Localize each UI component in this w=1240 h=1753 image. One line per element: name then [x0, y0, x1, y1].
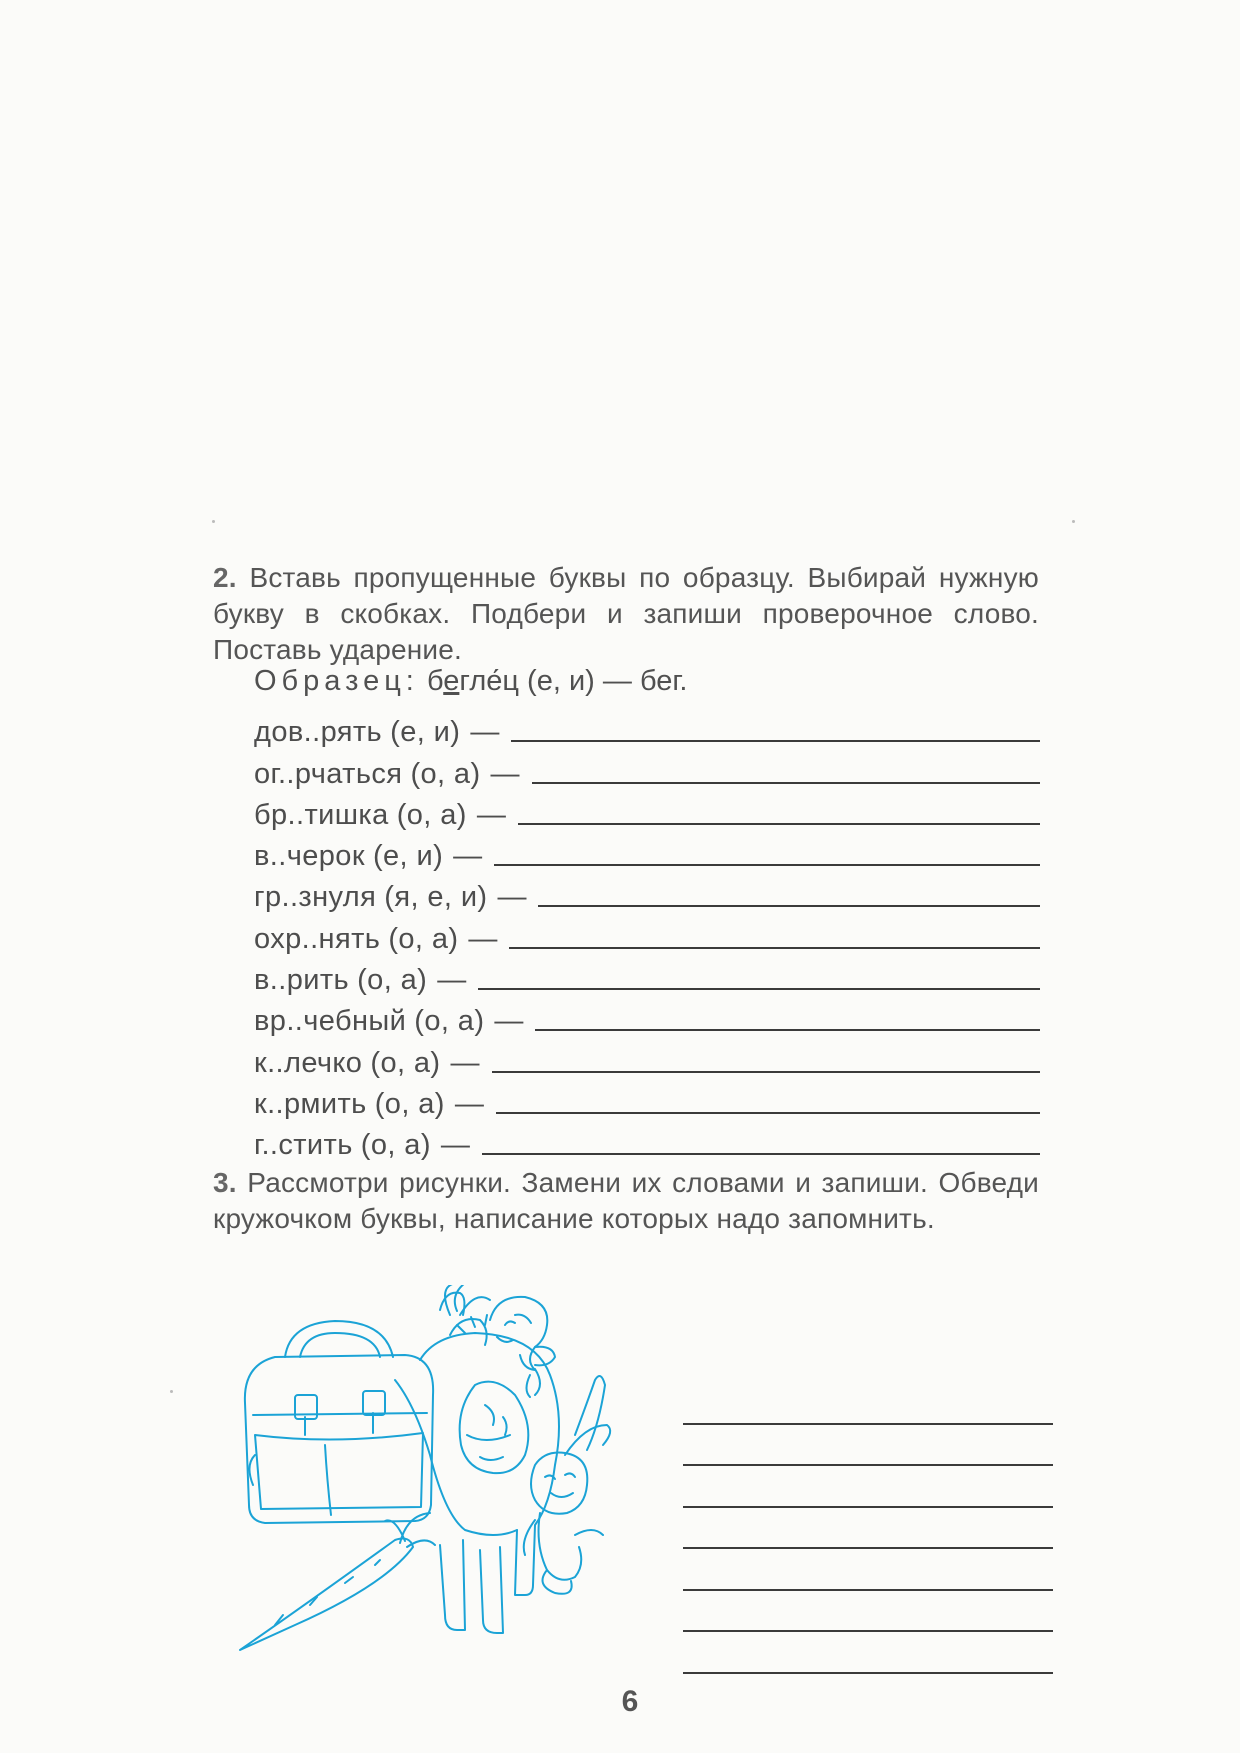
answer-line[interactable] — [683, 1466, 1053, 1508]
task-3-text: Рассмотри рисунки. Замени их словами и запиши. Обведи кружочком буквы, написание которых надо запомнить. — [213, 1167, 1040, 1234]
exercise-word: в..черок — [254, 840, 365, 873]
exercise-dash: — — [494, 1005, 524, 1038]
school-backpack-animals-illustration — [235, 1285, 675, 1655]
answer-line[interactable] — [683, 1632, 1053, 1674]
sample-choices: (е, и) — [527, 665, 595, 697]
scan-speck — [1072, 520, 1075, 523]
sample-label: Образец: — [254, 665, 419, 697]
exercise-choices: (о, а) — [396, 798, 467, 831]
exercise-row — [254, 708, 1040, 749]
answer-line[interactable] — [683, 1591, 1053, 1633]
exercise-rows — [254, 708, 1040, 1162]
exercise-row — [254, 832, 1040, 873]
exercise-word: бр..тишка — [254, 798, 389, 831]
answer-line[interactable] — [683, 1425, 1053, 1467]
task-2-number: 2. — [213, 562, 237, 593]
sample-line — [254, 665, 687, 698]
exercise-dash: — — [470, 716, 500, 749]
exercise-word: охр..нять — [254, 922, 381, 955]
answer-line[interactable] — [683, 1508, 1053, 1550]
exercise-row — [254, 1121, 1040, 1162]
sample-highlight-letter: е — [443, 665, 460, 697]
exercise-row — [254, 956, 1040, 997]
exercise-choices: (о, а) — [357, 964, 428, 997]
exercise-choices: (о, а) — [374, 1087, 445, 1120]
exercise-dash: — — [453, 840, 483, 873]
answer-line[interactable] — [532, 782, 1040, 784]
exercise-word: к..лечко — [254, 1046, 363, 1079]
exercise-word: г..стить — [254, 1129, 353, 1162]
answer-line[interactable] — [683, 1383, 1053, 1425]
page-number: 6 — [621, 1685, 639, 1718]
exercise-dash: — — [497, 881, 527, 914]
exercise-row — [254, 873, 1040, 914]
task-3-number: 3. — [213, 1167, 237, 1198]
sample-dash: — — [602, 665, 632, 697]
sample-word: бегле́ц — [426, 665, 519, 697]
sample-check-word: бег. — [639, 665, 688, 697]
exercise-choices: (е, и) — [372, 840, 444, 873]
task-2-text: Вставь пропущенные буквы по образцу. Выбирай нужную букву в скобках. Подбери и запиши проверочное слово. Поставь ударение. — [213, 562, 1039, 665]
exercise-dash: — — [450, 1046, 480, 1079]
exercise-row — [254, 1080, 1040, 1121]
scan-speck — [170, 1390, 173, 1393]
answer-line[interactable] — [511, 740, 1040, 742]
answer-line[interactable] — [492, 1071, 1041, 1073]
exercise-row — [254, 997, 1040, 1038]
exercise-dash: — — [468, 922, 498, 955]
scan-speck — [212, 520, 215, 523]
exercise-row — [254, 914, 1040, 955]
exercise-word: гр..знуля — [254, 881, 377, 914]
answer-line[interactable] — [478, 988, 1040, 990]
answer-line[interactable] — [494, 864, 1040, 866]
exercise-dash: — — [454, 1087, 484, 1120]
exercise-dash: — — [440, 1129, 470, 1162]
answer-line[interactable] — [518, 823, 1040, 825]
task-2-instruction — [213, 560, 1039, 668]
answer-lines — [683, 1383, 1053, 1674]
exercise-row — [254, 1038, 1040, 1079]
exercise-choices: (о, а) — [410, 757, 481, 790]
answer-line[interactable] — [538, 905, 1040, 907]
exercise-choices: (о, а) — [370, 1046, 441, 1079]
exercise-choices: (о, а) — [388, 922, 459, 955]
exercise-word: дов..рять — [254, 716, 383, 749]
answer-line[interactable] — [509, 947, 1040, 949]
exercise-choices: (я, е, и) — [384, 881, 488, 914]
answer-line[interactable] — [482, 1153, 1040, 1155]
exercise-choices: (о, а) — [360, 1129, 431, 1162]
exercise-row — [254, 749, 1040, 790]
answer-line[interactable] — [496, 1112, 1040, 1114]
answer-line[interactable] — [535, 1029, 1040, 1031]
task-3-instruction — [213, 1165, 1039, 1237]
exercise-row — [254, 791, 1040, 832]
exercise-dash: — — [490, 757, 520, 790]
exercise-word: ог..рчаться — [254, 757, 403, 790]
exercise-word: в..рить — [254, 964, 350, 997]
exercise-dash: — — [476, 798, 506, 831]
exercise-word: к..рмить — [254, 1087, 367, 1120]
exercise-choices: (е, и) — [390, 716, 461, 749]
exercise-dash: — — [437, 964, 467, 997]
exercise-word: вр..чебный — [254, 1005, 407, 1038]
answer-line[interactable] — [683, 1549, 1053, 1591]
exercise-choices: (о, а) — [414, 1005, 485, 1038]
